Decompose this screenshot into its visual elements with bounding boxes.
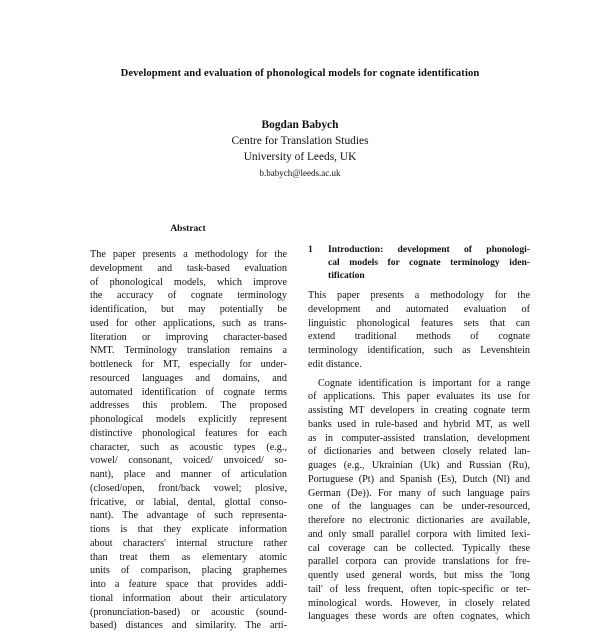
abstract-line: units of comparison, placing graphemes xyxy=(90,565,287,577)
abstract-line: literation or improving character-based xyxy=(90,331,287,343)
intro-para2-line: of applications. This paper evaluates its use for xyxy=(308,391,530,403)
abstract-line: bottleneck for MT, especially for under- xyxy=(90,359,287,370)
intro-para2-line: banks used in rule-based and hybrid MT, as well xyxy=(308,418,530,430)
abstract-line: about characters' internal structure rather xyxy=(90,537,287,549)
intro-para1-line: This paper presents a methodology for the xyxy=(308,290,530,301)
abstract-heading: Abstract xyxy=(170,224,206,234)
abstract-line: (pronunciation-based) or acoustic (sound- xyxy=(90,606,287,618)
abstract-line: addresses this problem. The proposed xyxy=(90,400,287,412)
intro-para2-line: cal coverage can be collected. Typically these xyxy=(308,542,530,554)
intro-para2-line: parallel corpora can provide translations for fre- xyxy=(308,556,530,568)
abstract-line: distinctive phonological features for each xyxy=(90,427,287,439)
introduction-body xyxy=(308,289,530,624)
author-block xyxy=(100,117,500,181)
intro-para2-line: minological words. However, in closely related xyxy=(308,597,530,609)
section-title xyxy=(328,243,530,283)
abstract-line: vowel/ consonant, voiced/ unvoiced/ so- xyxy=(90,455,287,467)
intro-para2-line: German (De)). For many of such language pairs xyxy=(308,487,530,499)
abstract-line: tional information about their articulatory xyxy=(90,592,287,604)
abstract-line: phonological models explicitly represent xyxy=(90,414,287,425)
intro-para2-line: languages these words are often cognates, which xyxy=(308,611,530,623)
abstract-line: development and task-based evaluation xyxy=(90,262,287,274)
intro-para2-line: Cognate identification is important for a range xyxy=(318,377,530,389)
abstract-line: identification, but may potentially be xyxy=(90,304,287,315)
section-title-line: Introduction: development of phonologi- xyxy=(328,244,530,255)
intro-para1-line: extend traditional methods of cognate xyxy=(308,331,530,343)
intro-para2-line: therefore no electronic dictionaries are available, xyxy=(308,515,530,526)
abstract-line: tions is that they explicate information xyxy=(90,524,287,535)
intro-para2-line: as in computer-assisted translation, development xyxy=(308,432,530,444)
abstract-line: into a feature space that provides addi- xyxy=(90,579,287,590)
section-1-heading xyxy=(308,243,530,283)
section-title-line: cal models for cognate terminology iden- xyxy=(328,257,530,269)
abstract-line: based) distances and similarity. The arti- xyxy=(90,620,287,632)
paper-title: Development and evaluation of phonological models for cognate identification xyxy=(120,68,480,79)
intro-para2-line: assisting MT developers in creating cognate term xyxy=(308,405,530,416)
abstract-line: automated identification of cognate terms xyxy=(90,386,287,398)
intro-para1-line: edit distance. xyxy=(308,358,362,370)
author-name: Bogdan Babych xyxy=(261,119,339,131)
abstract-body xyxy=(90,248,287,633)
intro-para2-line: one of the languages can be under-resourced, xyxy=(308,501,530,513)
intro-para1-line: linguistic phonological features sets that can xyxy=(308,317,530,329)
abstract-line: the accuracy of cognate terminology xyxy=(90,290,287,302)
section-title-line: tification xyxy=(328,270,365,282)
abstract-line: character, such as acoustic types (e.g., xyxy=(90,441,287,453)
abstract-line: (closed/open, front/back vowel; plosive, xyxy=(90,482,287,494)
abstract-line: fricative, or labial, dental, glottal conso- xyxy=(90,496,287,508)
abstract-line: used for other applications, such as trans- xyxy=(90,317,287,329)
intro-para2-line: and only small parallel corpora with limited lexi- xyxy=(308,528,530,540)
abstract-line: NMT. Terminology translation remains a xyxy=(90,345,287,357)
intro-para2-line: Portuguese (Pt) and Spanish (Es), Dutch (Nl) and xyxy=(308,473,530,485)
affiliation-university: University of Leeds, UK xyxy=(243,151,357,163)
intro-para2-line: tail' of less frequent, often topic-specific or ter- xyxy=(308,583,530,595)
abstract-line: nant). The advantage of such representa- xyxy=(90,510,287,522)
abstract-line: of phonological models, which improve xyxy=(90,276,287,288)
author-email[interactable]: b.babych@leeds.ac.uk xyxy=(259,168,341,178)
intro-para2-line: guages (e.g., Ukrainian (Uk) and Russian (Ru), xyxy=(308,460,530,471)
affiliation-centre: Centre for Translation Studies xyxy=(231,135,369,147)
abstract-line: The paper presents a methodology for the xyxy=(90,249,287,260)
abstract-line: than treat them as elementary atomic xyxy=(90,551,287,563)
intro-para1-line: development and automated evaluation of xyxy=(308,303,530,315)
abstract-line: nant), place and manner of articulation xyxy=(90,469,287,480)
intro-para2-line: quently used general words, but miss the 'long xyxy=(308,570,530,581)
abstract-line: resourced languages and domains, and xyxy=(90,372,287,384)
section-number: 1 xyxy=(308,244,313,255)
intro-para1-line: terminology identification, such as Levenshtein xyxy=(308,345,530,356)
intro-para2-line: of dictionaries and between closely related lan- xyxy=(308,446,530,458)
